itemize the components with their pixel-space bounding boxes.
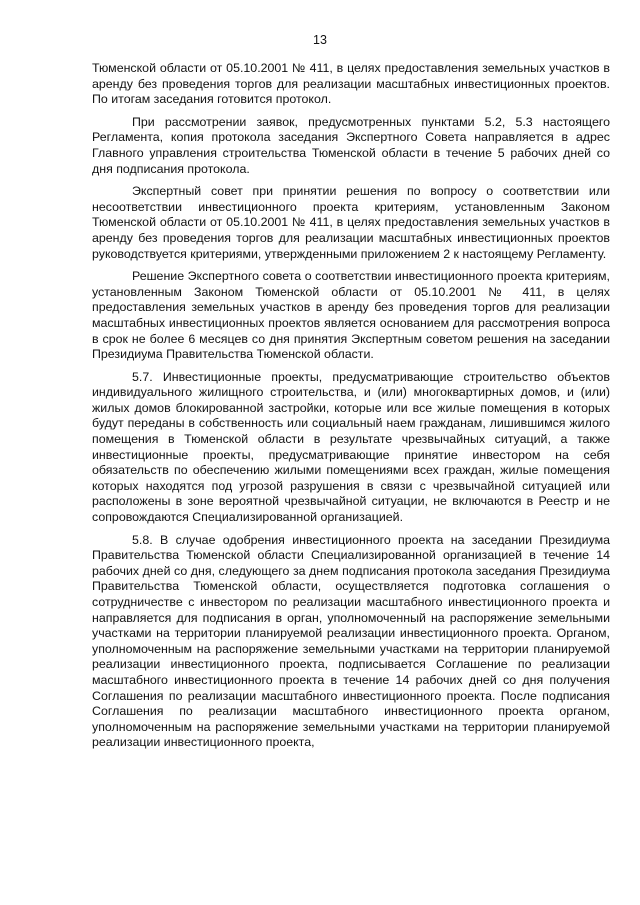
page-number: 13 [313,33,327,47]
paragraph-protocol-copy: При рассмотрении заявок, предусмотренных пунктами 5.2, 5.3 настоящего Регламента, копия протокола заседания Экспертного Совета направляется в адрес Главного управления строительства Тюменской области в течение 5 рабочих дней со дня подписания протокола. [92,114,610,176]
document-body [92,61,610,751]
paragraph-section-5-7: 5.7. Инвестиционные проекты, предусматривающие строительство объектов индивидуального жилищного строительства, и (или) многоквартирных домов, и (или) жилых домов блокированной застройки, которые или все жилые помещения в которых будут переданы в собственность или социальный наем гражданам, лишившимся жилого помещения в Тюменской области в результате чрезвычайных ситуаций, а также инвестиционные проекты, предусматривающие принятие инвестором на себя обязательств по обеспечению жилыми помещениями всех граждан, жилые помещения которых находятся под угрозой разрушения в связи с чрезвычайной ситуацией или расположены в зоне вероятной чрезвычайной ситуации, не включаются в Реестр и не сопровождаются Специализированной организацией. [92,369,610,525]
paragraph-continued: Тюменской области от 05.10.2001 № 411, в целях предоставления земельных участков в аренду без проведения торгов для реализации масштабных инвестиционных проектов. По итогам заседания готовится протокол. [92,61,610,107]
paragraph-section-5-8: 5.8. В случае одобрения инвестиционного проекта на заседании Президиума Правительства Тюменской области Специализированной организацией в течение 14 рабочих дней со дня, следующего за днем подписания протокола заседания Президиума Правительства Тюменской области, осуществляется подготовка соглашения о сотрудничестве с инвестором по реализации масштабного инвестиционного проекта и направляется для подписания в орган, уполномоченный на распоряжение земельными участками на территории планируемой реализации инвестиционного проекта. Органом, уполномоченным на распоряжение земельными участками на территории планируемой реализации инвестиционного проекта, подписывается Соглашение по реализации масштабного инвестиционного проекта в течение 14 рабочих дней со дня получения Соглашения по реализации масштабного инвестиционного проекта. После подписания Соглашения по реализации масштабного инвестиционного проекта органом, уполномоченным на распоряжение земельными участками на территории планируемой реализации инвестиционного проекта, [92,532,610,750]
paragraph-expert-decision: Решение Экспертного совета о соответствии инвестиционного проекта критериям, установленным Законом Тюменской области от 05.10.2001 № 411, в целях предоставления земельных участков в аренду без проведения торгов для реализации масштабных инвестиционных проектов является основанием для рассмотрения вопроса в срок не более 6 месяцев со дня принятия Экспертным советом решения на заседании Президиума Правительства Тюменской области. [92,269,610,362]
paragraph-expert-criteria: Экспертный совет при принятии решения по вопросу о соответствии или несоответствии инвестиционного проекта критериям, установленным Законом Тюменской области от 05.10.2001 № 411, в целях предоставления земельных участков в аренду без проведения торгов для реализации масштабных инвестиционных проектов руководствуется критериями, утвержденными приложением 2 к настоящему Регламенту. [92,184,610,261]
